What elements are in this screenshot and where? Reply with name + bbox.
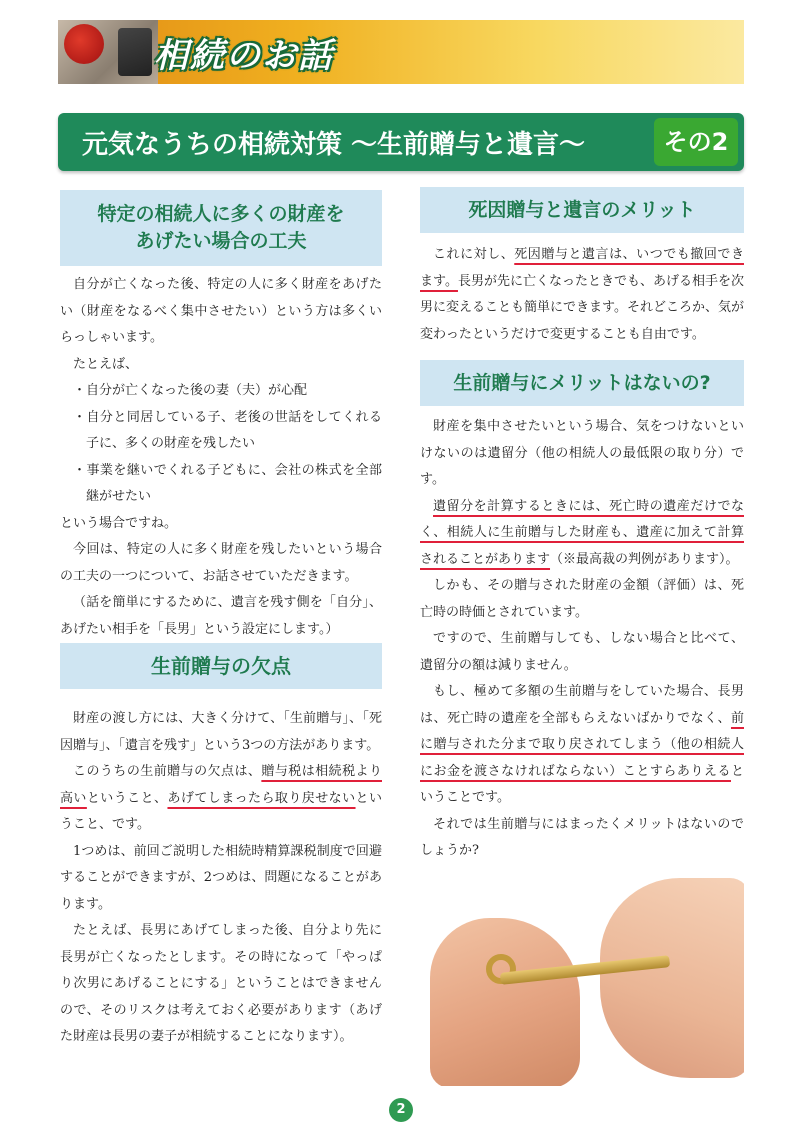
paragraph: しかも、その贈与された財産の金額（評価）は、死亡時の時価とされています。 [420,578,744,620]
text: ということです。 [420,763,744,805]
text: ということ、です。 [60,790,382,832]
underlined-text: 前に贈与された分まで取り戻されてしまう（他の相続人にお金を渡さなければならない）ことすらありえる [420,710,744,779]
list-item: ・事業を継いでくれる子どもに、会社の株式を全部継がせたい [73,462,382,504]
left-drawback-text [60,706,382,1051]
paragraph: 財産の渡し方には、大きく分けて、「生前贈与」、「死因贈与」、「遺言を残す」という3つの方法があります。 [60,711,382,753]
header-banner [58,20,744,84]
heading-text: 生前贈与の欠点 [151,654,291,678]
paragraph: ですので、生前贈与しても、しない場合と比べて、遺留分の額は減りません。 [420,631,744,673]
page-number: 2 [389,1098,413,1122]
paragraph: という場合ですね。 [60,515,178,531]
text: このうちの生前贈与の欠点は、 [73,764,262,779]
list-item: ・自分と同居している子、老後の世話をしてくれる子に、多くの財産を残したい [73,409,382,451]
underlined-text: 贈与税は相続税より高い [60,764,382,806]
paragraph [420,679,744,812]
heading-text: 生前贈与にメリットはないの? [453,372,711,394]
right-merit-text [420,242,744,348]
pen-icon [118,28,152,76]
section-heading-specific-heir [60,190,382,266]
left-hand-shape [430,918,580,1086]
paragraph: たとえば、 [73,356,139,372]
underlined-text: 死因贈与と遺言は、いつでも撤回できます。 [420,247,744,289]
text: ということ、 [86,790,168,806]
heading-text: 死因贈与と遺言のメリット [468,199,696,221]
paragraph: たとえば、長男にあげてしまった後、自分より先に長男が亡くなったとします。その時になって「やっぱり次男にあげることにする」ということはできませんので、そのリスクは考えておく必要があります（あげた財産は長男の妻子が相続することになります）。 [60,923,382,1044]
main-title-bar [58,113,744,171]
seal-stamp-photo [58,20,158,84]
section-heading-no-merit [420,360,744,406]
part-badge: その2 [654,118,738,166]
paragraph: それでは生前贈与にはまったくメリットはないのでしょうか? [420,816,744,858]
section-heading-merit [420,187,744,233]
main-title: 元気なうちの相続対策 ～生前贈与と遺言～ [82,130,586,160]
right-hand-shape [600,878,744,1078]
paragraph [420,242,744,348]
key-handover-photo [430,878,744,1086]
text: （※最高裁の判例があります）。 [550,551,739,567]
paragraph: 今回は、特定の人に多く財産を残したいという場合の工夫の一つについて、お話させていただきます。 [60,542,382,584]
text: もし、極めて多額の生前贈与をしていた場合、長男は、死亡時の遺産を全部もらえないばかりでなく、 [420,684,744,726]
underlined-text: 遺留分を計算するときには、死亡時の遺産だけでなく、相続人に生前贈与した財産も、遺産に加えて計算されることがあります [420,498,744,567]
paragraph [60,759,382,839]
heading-line-1: 特定の相続人に多くの財産を [97,203,345,225]
paragraph: 財産を集中させたいという場合、気をつけないといけないのは遺留分（他の相続人の最低限の取り分）です。 [420,419,744,487]
section-heading-gift-drawback [60,643,382,689]
text: 長男が先に亡くなったときでも、あげる相手を次男に変えることも簡単にできます。それどころか、気が変わったというだけで変更することも自由です。 [420,273,744,342]
seal-icon [64,24,104,64]
paragraph: 自分が亡くなった後、特定の人に多く財産をあげたい（財産をなるべく集中させたい）という方は多くいらっしゃいます。 [60,277,382,345]
right-legal-share-text [420,414,744,865]
example-list [60,378,382,511]
list-item: ・自分が亡くなった後の妻（夫）が心配 [73,383,308,398]
paragraph [420,494,744,574]
banner-title: 相続のお話 [154,36,334,76]
paragraph: 1つめは、前回ご説明した相続時精算課税制度で回避することができますが、2つめは、問題になることがあります。 [60,843,382,912]
underlined-text: あげてしまったら取り戻せない [167,790,356,806]
text: これに対し、 [433,247,515,262]
paragraph: （話を簡単にするために、遺言を残す側を「自分」、あげたい相手を「長男」という設定にします。） [60,595,382,637]
left-intro-text [60,272,382,643]
heading-line-2: あげたい場合の工夫 [135,230,307,252]
